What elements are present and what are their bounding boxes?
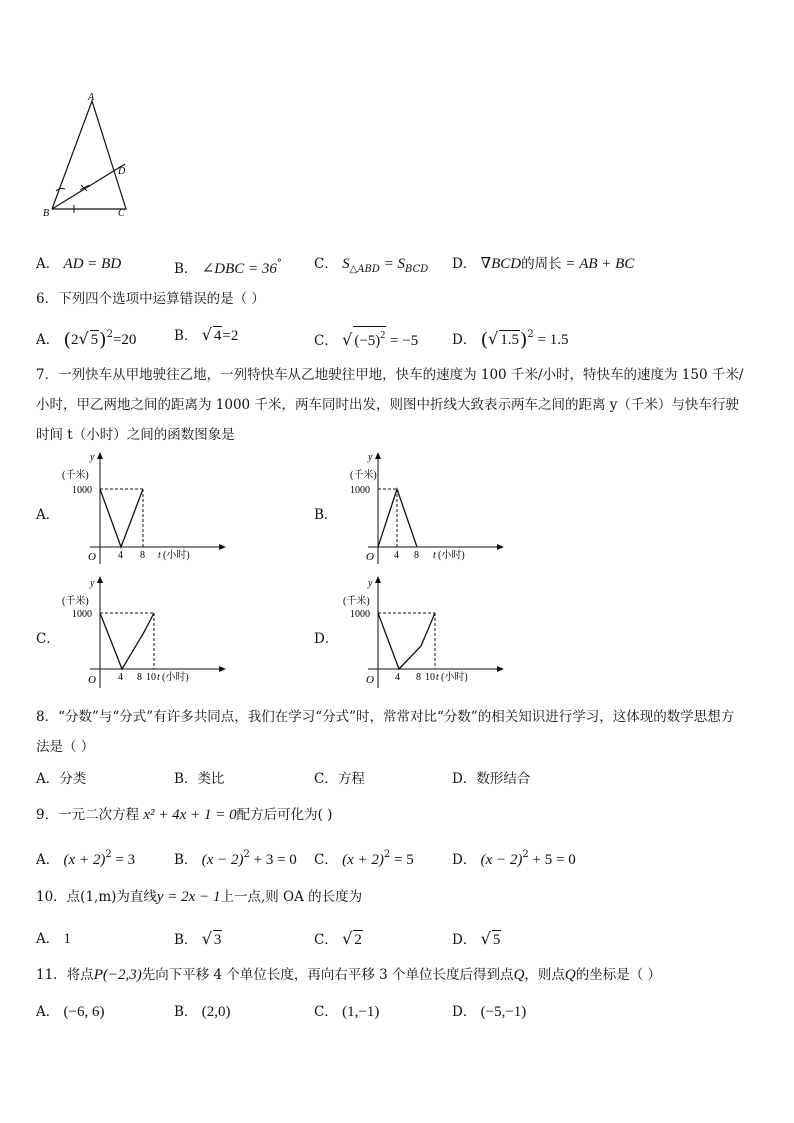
q5-option-a[interactable]: A． AD = BD <box>36 256 122 272</box>
svg-text:O: O <box>88 674 96 686</box>
q9-option-d[interactable]: D． $(x - 2)^2 + 5 = 0$ <box>452 849 576 868</box>
q8-stem-line1: 8．“分数”与“分式”有许多共同点，我们在学习“分式”时，常常对比“分数”的相关知识进行学习，这体现的数学思想方 <box>36 709 735 725</box>
q9-option-b[interactable]: B． $(x - 2)^2 + 3 = 0$ <box>174 849 297 868</box>
vertex-label-c: C <box>118 208 125 219</box>
q10-stem: 10．点(1,m)为直线y = 2x − 1上一点,则 OA 的长度为 <box>36 889 363 905</box>
q10-option-a[interactable]: A． 1 <box>36 931 72 947</box>
q7-stem-line3: 时间 t（小时）之间的函数图象是 <box>36 427 235 443</box>
q6-option-a[interactable]: A． (2√ 5)$^2$=20 <box>36 329 137 351</box>
svg-text:1000: 1000 <box>72 609 92 620</box>
vertex-label-a: A <box>88 92 95 103</box>
q7-stem-line1: 7．一列快车从甲地驶往乙地，一列特快车从乙地驶往甲地，快车的速度为 100 千米/小时，特快车的速度为 150 千米/ <box>36 367 744 383</box>
q8-option-d[interactable]: D．数形结合 <box>452 771 531 787</box>
vertex-label-d: D <box>118 166 126 177</box>
q7-graph-c[interactable] <box>60 576 230 694</box>
q8-option-b[interactable]: B．类比 <box>174 771 225 787</box>
q7-graph-d[interactable] <box>338 576 508 694</box>
q7-option-c-label[interactable]: C． <box>36 631 60 647</box>
q11-stem: 11．将点P(−2,3)先向下平移 4 个单位长度，再向右平移 3 个单位长度后得到点Q，则点Q的坐标是（ ） <box>36 967 662 983</box>
q8-option-a[interactable]: A．分类 <box>36 771 87 787</box>
svg-text:t: t <box>436 672 439 683</box>
svg-text:(千米): (千米) <box>62 596 89 607</box>
svg-text:8: 8 <box>414 550 419 561</box>
q8-stem-line2: 法是（ ） <box>36 739 95 755</box>
q11-option-b[interactable]: B． (2,0) <box>174 1004 231 1020</box>
q5-option-b[interactable]: B． ∠DBC = 36° <box>174 258 282 277</box>
svg-text:4: 4 <box>118 550 123 561</box>
svg-text:(千米): (千米) <box>343 596 370 607</box>
q11-option-d[interactable]: D． (−5,−1) <box>452 1004 527 1020</box>
svg-text:(小时): (小时) <box>438 550 465 561</box>
svg-text:1000: 1000 <box>350 609 370 620</box>
svg-text:8: 8 <box>137 672 142 683</box>
q5-option-c[interactable]: C． $S_{\triangle ABD} = S_{BCD}$ <box>314 256 429 275</box>
svg-text:O: O <box>366 674 374 686</box>
triangle-figure <box>40 88 150 228</box>
svg-text:(小时): (小时) <box>162 672 189 683</box>
q7-option-d-label[interactable]: D． <box>314 631 339 647</box>
q11-option-a[interactable]: A． (−6, 6) <box>36 1004 105 1020</box>
q10-option-b[interactable]: B． √ 3 <box>174 929 222 948</box>
q9-option-a[interactable]: A． $(x + 2)^2 = 3$ <box>36 849 136 868</box>
q6-stem: 6．下列四个选项中运算错误的是（ ） <box>36 291 265 307</box>
svg-text:O: O <box>88 551 96 563</box>
q10-option-d[interactable]: D． √ 5 <box>452 929 501 948</box>
svg-text:4: 4 <box>394 550 399 561</box>
q9-stem: 9．一元二次方程 x² + 4x + 1 = 0配方后可化为( ) <box>36 807 333 823</box>
svg-text:10: 10 <box>146 672 156 683</box>
q6-option-c[interactable]: C． √ $(-5)^2 = -5$ <box>314 326 418 350</box>
q7-option-b-label[interactable]: B． <box>314 507 338 523</box>
q10-option-c[interactable]: C． √ 2 <box>314 929 362 948</box>
svg-text:4: 4 <box>395 672 400 683</box>
q9-option-c[interactable]: C． $(x + 2)^2 = 5$ <box>314 849 414 868</box>
q8-option-c[interactable]: C．方程 <box>314 771 365 787</box>
svg-text:10: 10 <box>425 672 435 683</box>
svg-text:(小时): (小时) <box>163 550 190 561</box>
q7-option-a-label[interactable]: A． <box>36 507 60 523</box>
svg-text:8: 8 <box>416 672 421 683</box>
q5-option-d[interactable]: D． ∇BCD的周长 = AB + BC <box>452 256 635 272</box>
q7-graph-a[interactable] <box>60 452 230 570</box>
vertex-label-b: B <box>43 208 50 219</box>
svg-text:t: t <box>433 550 436 561</box>
svg-text:(千米): (千米) <box>350 470 377 481</box>
q6-option-d[interactable]: D． (√ 1.5)$^2$ = 1.5 <box>452 329 569 351</box>
q7-stem-line2: 小时，甲乙两地之间的距离为 1000 千米，两车同时出发，则图中折线大致表示两车之间的距离 y（千米）与快车行驶 <box>36 397 739 413</box>
svg-text:y: y <box>90 578 95 589</box>
svg-text:(千米): (千米) <box>62 470 89 481</box>
svg-text:y: y <box>90 452 95 463</box>
q11-option-c[interactable]: C． (1,−1) <box>314 1004 380 1020</box>
q6-option-b[interactable]: B． √ 4=2 <box>174 325 239 344</box>
svg-text:1000: 1000 <box>72 485 92 496</box>
svg-text:y: y <box>368 452 373 463</box>
svg-text:4: 4 <box>118 672 123 683</box>
svg-text:8: 8 <box>140 550 145 561</box>
q7-graph-b[interactable] <box>338 452 508 570</box>
svg-text:t: t <box>158 550 161 561</box>
svg-text:t: t <box>157 672 160 683</box>
svg-text:O: O <box>366 551 374 563</box>
svg-text:(小时): (小时) <box>441 672 468 683</box>
svg-text:1000: 1000 <box>350 485 370 496</box>
svg-text:y: y <box>368 578 373 589</box>
